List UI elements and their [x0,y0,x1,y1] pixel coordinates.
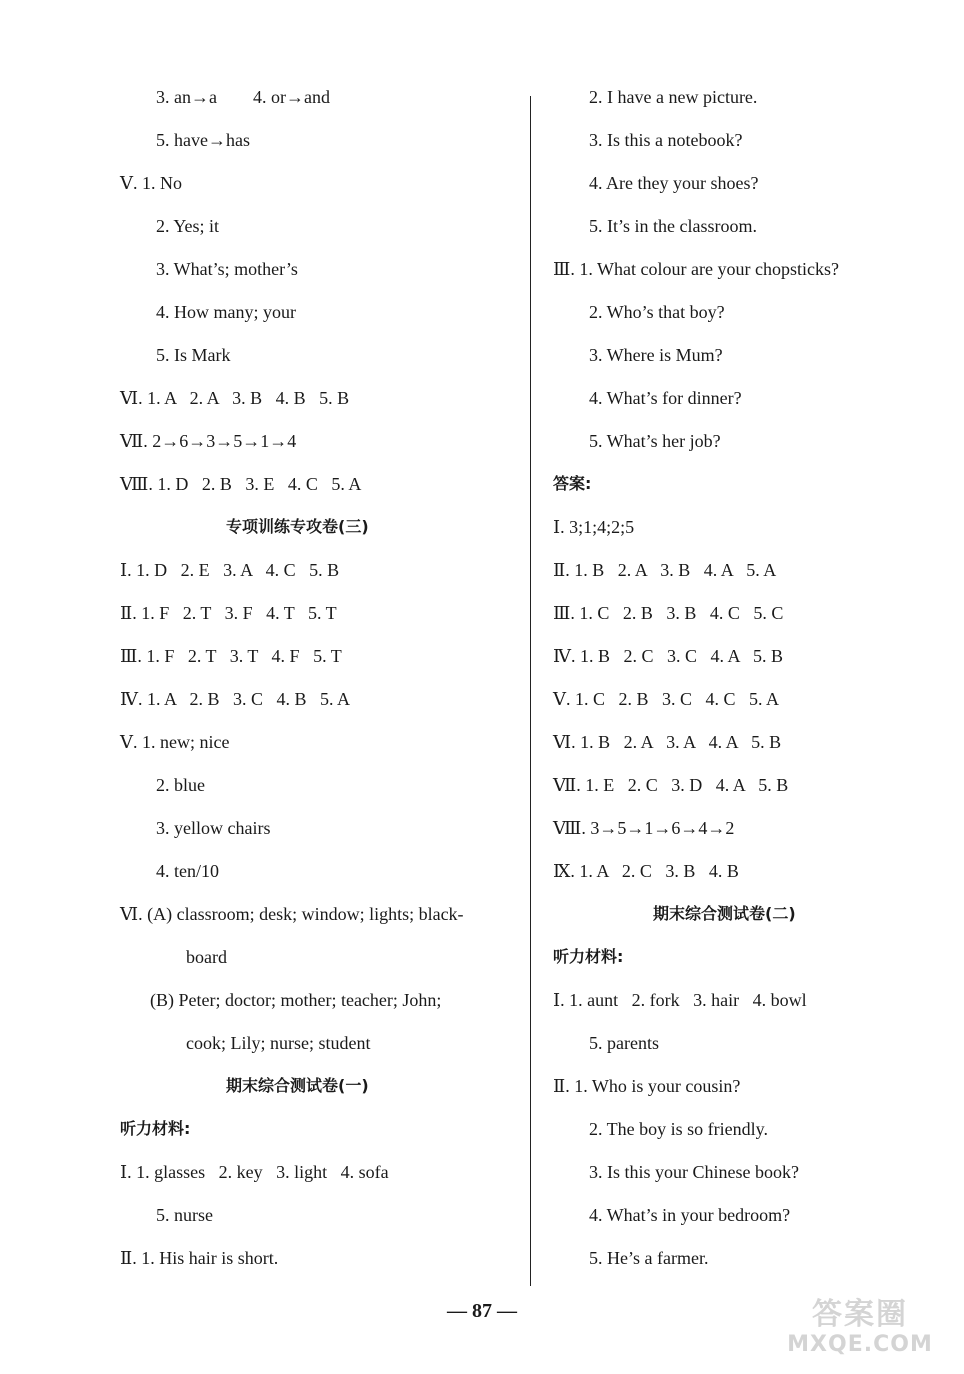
answer-line: Ⅵ. (A) classroom; desk; window; lights; black- [120,904,464,924]
answer-line: 2. I have a new picture. [589,87,758,107]
answer-line: Ⅴ. 1. new; nice [120,732,230,752]
section-heading: 听力材料: [553,947,624,966]
answer-line: 5. nurse [156,1205,213,1225]
answer-line: 2. The boy is so friendly. [589,1119,768,1139]
answer-line: 3. Is this your Chinese book? [589,1162,799,1182]
section-heading: 专项训练专攻卷(三) [226,517,369,536]
answer-line: Ⅲ. 1. F 2. T 3. T 4. F 5. T [120,646,342,666]
page-number: — 87 — [447,1300,517,1322]
answer-line: Ⅶ. 1. E 2. C 3. D 4. A 5. B [553,775,789,795]
answer-line: Ⅸ. 1. A 2. C 3. B 4. B [553,861,739,881]
answer-line: 5. He’s a farmer. [589,1248,709,1268]
answer-line: 4. How many; your [156,302,296,322]
answer-line: 5. parents [589,1033,659,1053]
watermark-logo [770,1298,950,1360]
answer-line: 5. have→has [156,130,250,150]
answer-line: Ⅱ. 1. F 2. T 3. F 4. T 5. T [120,603,337,623]
answer-line: 5. Is Mark [156,345,231,365]
answer-line: 2. Yes; it [156,216,220,236]
answer-line: 4. What’s for dinner? [589,388,742,408]
answer-line: Ⅲ. 1. C 2. B 3. B 4. C 5. C [553,603,784,623]
answer-line: (B) Peter; doctor; mother; teacher; John; [150,990,442,1010]
answer-line: board [186,947,227,967]
answer-line: 3. an→a 4. or→and [156,87,330,107]
answer-line: 2. Who’s that boy? [589,302,725,322]
answer-line: 3. Where is Mum? [589,345,723,365]
answer-line: 2. blue [156,775,205,795]
answer-line: Ⅶ. 2→6→3→5→1→4 [120,431,297,451]
answer-line: Ⅷ. 1. D 2. B 3. E 4. C 5. A [120,474,362,494]
section-heading: 期末综合测试卷(二) [653,904,796,923]
answer-line: 4. What’s in your bedroom? [589,1205,791,1225]
answer-line: 4. Are they your shoes? [589,173,759,193]
answer-line: Ⅱ. 1. His hair is short. [120,1248,279,1268]
answer-line: Ⅵ. 1. B 2. A 3. A 4. A 5. B [553,732,782,752]
section-heading: 听力材料: [120,1119,191,1138]
watermark-top-text: 答案圈 [812,1297,908,1332]
answer-line: Ⅳ. 1. A 2. B 3. C 4. B 5. A [120,689,351,709]
column-divider [530,96,531,1286]
answer-line: Ⅷ. 3→5→1→6→4→2 [553,818,735,838]
answer-line: cook; Lily; nurse; student [186,1033,371,1053]
answer-line: 5. It’s in the classroom. [589,216,757,236]
section-heading: 期末综合测试卷(一) [226,1076,369,1095]
answer-line: Ⅰ. 1. D 2. E 3. A 4. C 5. B [120,560,340,580]
answer-line: 5. What’s her job? [589,431,721,451]
answer-line: Ⅰ. 3;1;4;2;5 [553,517,635,537]
answer-line: Ⅰ. 1. aunt 2. fork 3. hair 4. bowl [553,990,807,1010]
answer-line: Ⅰ. 1. glasses 2. key 3. light 4. sofa [120,1162,389,1182]
section-heading: 答案: [553,474,592,493]
answer-line: 3. What’s; mother’s [156,259,298,279]
answer-line: Ⅴ. 1. No [120,173,182,193]
answer-line: Ⅱ. 1. B 2. A 3. B 4. A 5. A [553,560,777,580]
watermark-bottom-text: MXQE.COM [787,1332,933,1357]
answer-line: 3. Is this a notebook? [589,130,743,150]
answer-line: Ⅵ. 1. A 2. A 3. B 4. B 5. B [120,388,350,408]
answer-line: Ⅱ. 1. Who is your cousin? [553,1076,741,1096]
answer-line: 4. ten/10 [156,861,219,881]
answer-line: Ⅳ. 1. B 2. C 3. C 4. A 5. B [553,646,784,666]
answer-line: 3. yellow chairs [156,818,271,838]
answer-line: Ⅲ. 1. What colour are your chopsticks? [553,259,839,279]
answer-line: Ⅴ. 1. C 2. B 3. C 4. C 5. A [553,689,780,709]
